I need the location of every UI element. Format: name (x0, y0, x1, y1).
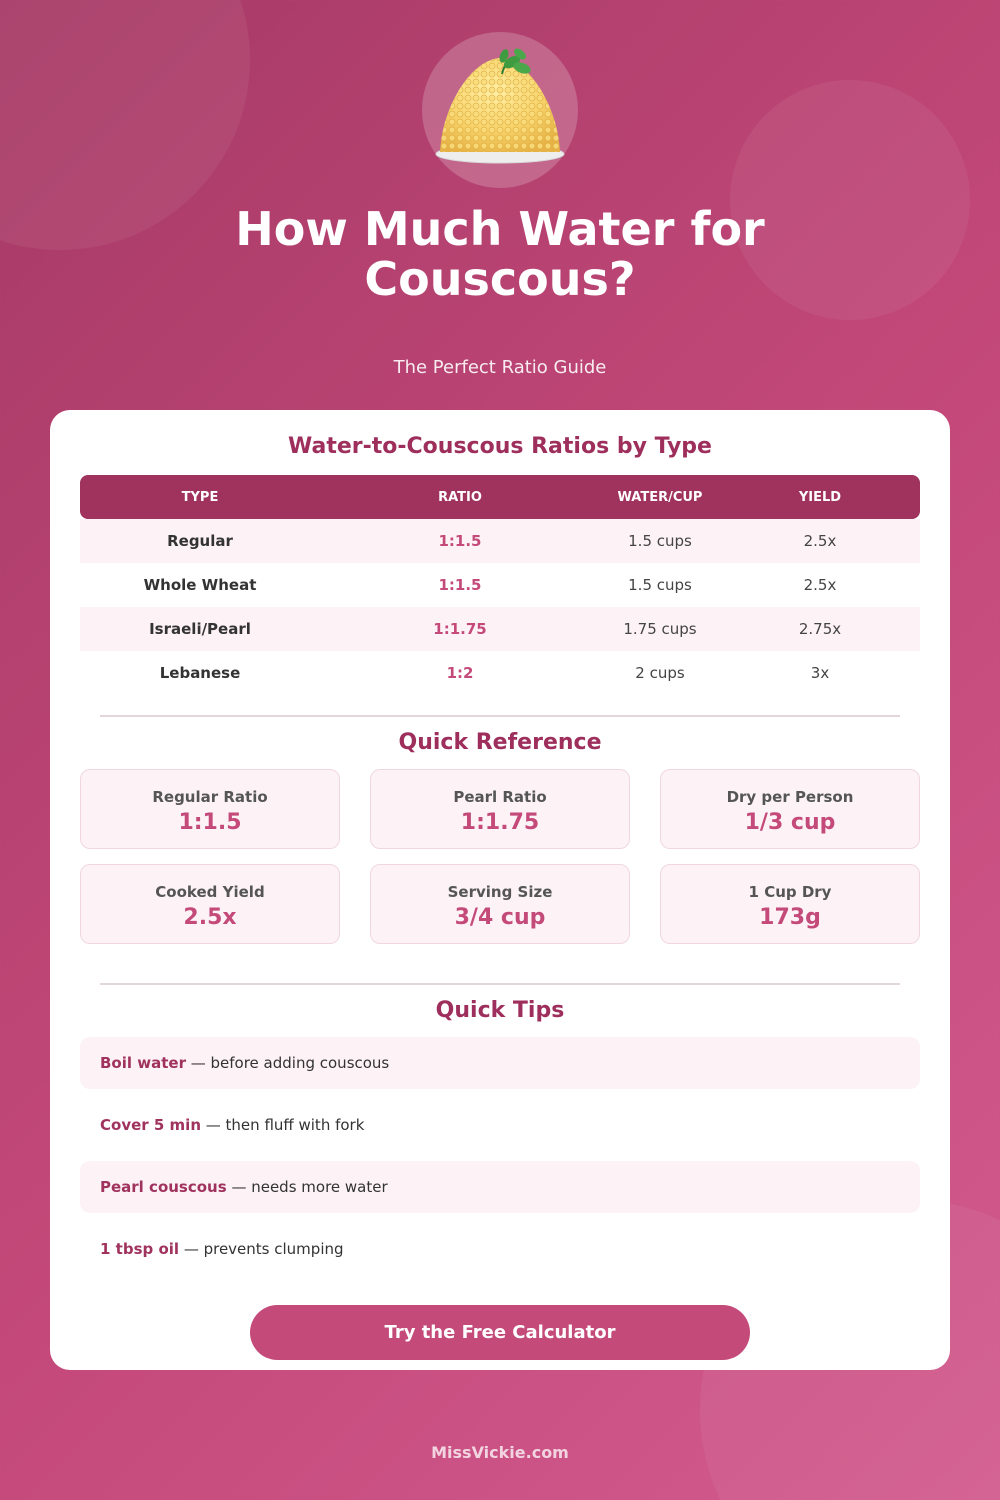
tip-key: 1 tbsp oil (100, 1240, 180, 1258)
tip-separator: — (185, 1054, 211, 1072)
page-title: How Much Water for Couscous? (235, 202, 765, 306)
tip-item (80, 1099, 920, 1151)
tip-separator: — (226, 1178, 252, 1196)
reference-label: Serving Size (447, 883, 553, 901)
quick-tips-title: Quick Tips (435, 998, 565, 1023)
cell-type: Lebanese (159, 664, 241, 682)
cell-ratio: 1:2 (446, 664, 474, 682)
cell-ratio: 1:1.5 (438, 532, 482, 550)
reference-card (660, 864, 920, 944)
reference-value: 2.5x (183, 905, 237, 930)
tip-separator: — (179, 1240, 204, 1258)
section-divider (100, 983, 900, 985)
column-header-ratio: RATIO (438, 489, 482, 505)
reference-label: Pearl Ratio (453, 788, 547, 806)
cell-water: 1.75 cups (623, 620, 697, 638)
tip-separator: — (201, 1116, 226, 1134)
tip-key: Boil water (100, 1054, 186, 1072)
cell-type: Regular (167, 532, 233, 550)
tip-item (80, 1037, 920, 1089)
tip-key: Cover 5 min (100, 1116, 201, 1134)
cell-yield: 2.75x (798, 620, 842, 638)
ratios-table (80, 475, 920, 695)
cell-water: 1.5 cups (628, 532, 692, 550)
tip-item (80, 1161, 920, 1213)
reference-card (80, 769, 340, 849)
reference-label: Regular Ratio (152, 788, 268, 806)
tip-key: Pearl couscous (100, 1178, 227, 1196)
reference-value: 3/4 cup (454, 905, 546, 930)
cell-water: 1.5 cups (628, 576, 692, 594)
section-divider (100, 715, 900, 717)
table-row (80, 607, 920, 651)
tip-text: prevents clumping (203, 1240, 344, 1258)
free-calculator-button[interactable]: Try the Free Calculator (250, 1305, 750, 1360)
reference-card (660, 769, 920, 849)
cell-ratio: 1:1.75 (433, 620, 487, 638)
column-header-water: WATER/CUP (617, 489, 703, 505)
ratios-section-title: Water-to-Couscous Ratios by Type (288, 434, 712, 459)
table-row (80, 563, 920, 607)
tip-item (80, 1223, 920, 1275)
cell-yield: 3x (810, 664, 830, 682)
reference-value: 1:1.5 (178, 810, 242, 835)
reference-label: 1 Cup Dry (748, 883, 832, 901)
tip-text: before adding couscous (210, 1054, 390, 1072)
reference-value: 1:1.75 (460, 810, 540, 835)
column-header-yield: YIELD (798, 489, 842, 505)
table-row (80, 519, 920, 563)
reference-value: 173g (759, 905, 821, 930)
cell-water: 2 cups (635, 664, 685, 682)
reference-card (80, 864, 340, 944)
reference-label: Dry per Person (726, 788, 854, 806)
table-header (80, 475, 920, 519)
tip-text: needs more water (251, 1178, 388, 1196)
reference-label: Cooked Yield (155, 883, 265, 901)
reference-value: 1/3 cup (744, 810, 836, 835)
tip-text: then fluff with fork (225, 1116, 365, 1134)
page-subtitle: The Perfect Ratio Guide (393, 357, 607, 378)
couscous-bowl-icon (432, 46, 568, 176)
reference-card (370, 769, 630, 849)
reference-card (370, 864, 630, 944)
column-header-type: TYPE (181, 489, 219, 505)
cell-yield: 2.5x (803, 532, 837, 550)
cell-type: Israeli/Pearl (149, 620, 251, 638)
cell-type: Whole Wheat (143, 576, 257, 594)
footer-site-name[interactable]: MissVickie.com (431, 1443, 569, 1462)
quick-reference-title: Quick Reference (398, 730, 602, 755)
hero-badge (422, 32, 578, 188)
cell-yield: 2.5x (803, 576, 837, 594)
table-row (80, 651, 920, 695)
content-card (50, 410, 950, 1370)
cell-ratio: 1:1.5 (438, 576, 482, 594)
